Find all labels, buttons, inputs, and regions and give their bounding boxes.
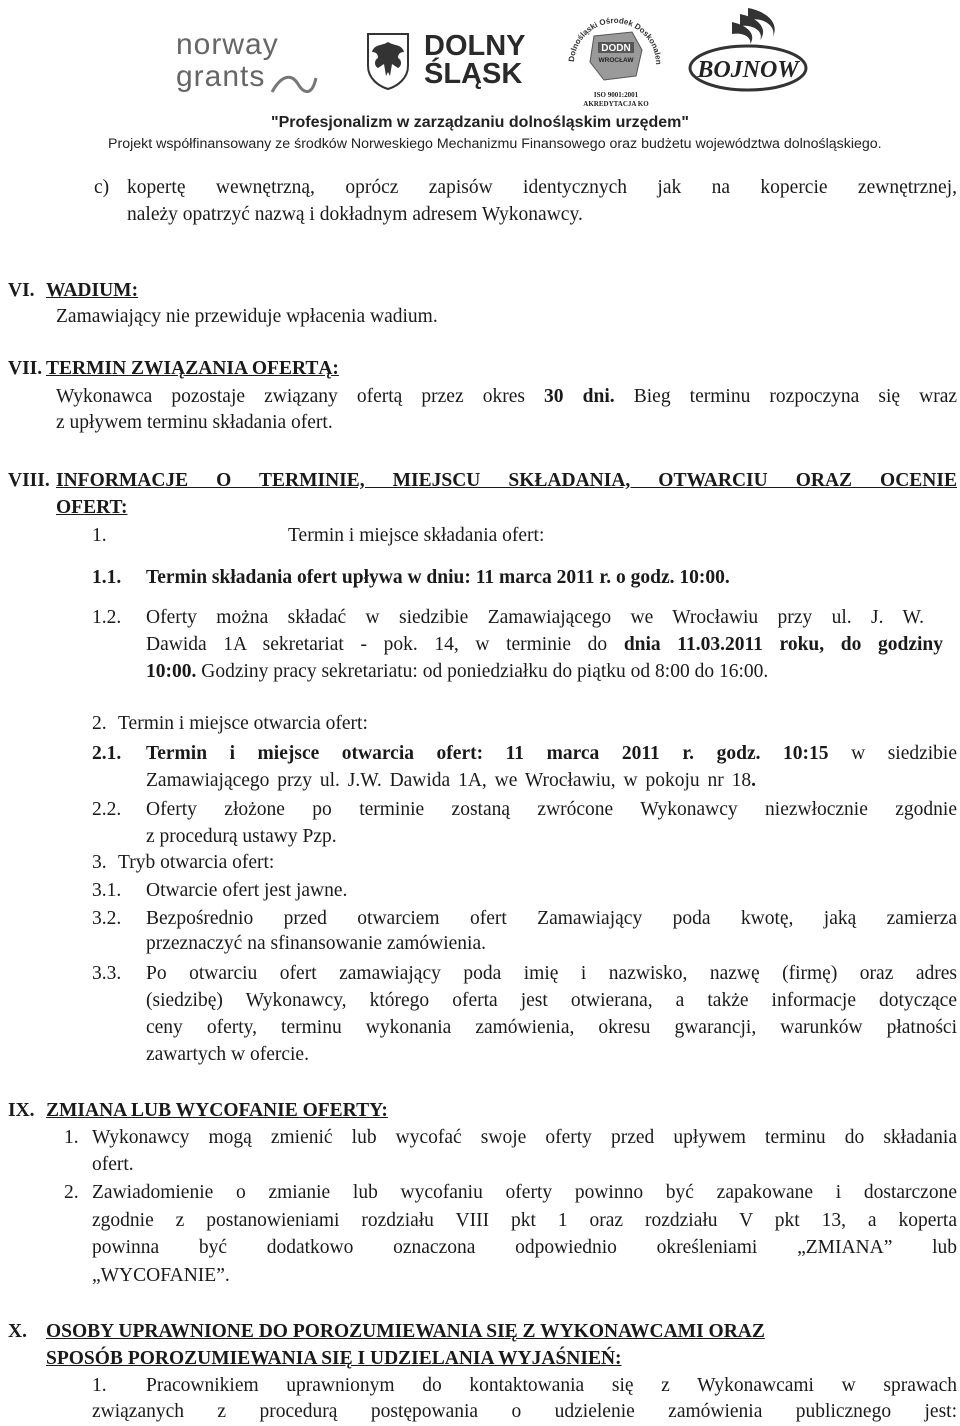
- ix-item-number-1: 1.: [64, 1127, 79, 1148]
- c-line-1: kopertę wewnętrzną, oprócz zapisów identycznych jak na kopercie zewnętrznej,: [127, 177, 957, 198]
- dodn-arc-text: Dolnośląski Ośrodek Doskonalen: [566, 15, 664, 65]
- item-number-2-2: 2.2.: [92, 799, 122, 820]
- dodn-logo: [560, 6, 670, 110]
- dolny-slask-logo: [424, 30, 534, 90]
- section-title-x-line-2: SPOSÓB POROZUMIEWANIA SIĘ I UDZIELANIA WYJAŚNIEŃ:: [46, 1348, 622, 1369]
- dodn-city: WROCŁAW: [598, 57, 634, 64]
- item-number-1-1: 1.1.: [92, 567, 122, 588]
- section-vi-text: Zamawiający nie przewiduje wpłacenia wadium.: [56, 306, 438, 327]
- ix-item-2-line-1: Zawiadomienie o zmianie lub wycofaniu oferty powinno być zapakowane i dostarczone: [92, 1182, 957, 1203]
- project-subtitle: Projekt współfinansowany ze środków Norweskiego Mechanizmu Finansowego oraz budżetu województwa dolnośląskiego.: [108, 136, 882, 152]
- ix-item-2-line-2: zgodnie z postanowieniami rozdziału VIII pkt 1 oraz rozdziału V pkt 13, a koperta: [92, 1210, 957, 1231]
- item-2-2-line-2: z procedurą ustawy Pzp.: [146, 826, 337, 847]
- section-title-vii: TERMIN ZWIĄZANIA OFERTĄ:: [46, 358, 339, 379]
- item-number-2: 2.: [92, 713, 107, 734]
- item-number-1-2: 1.2.: [92, 607, 122, 628]
- ix-item-2-line-3: powinna być dodatkowo oznaczona odpowiednio określeniami „ZMIANA” lub: [92, 1237, 957, 1258]
- item-2-text: Termin i miejsce otwarcia ofert:: [118, 713, 368, 734]
- item-1-2-line-3: 10:00. Godziny pracy sekretariatu: od poniedziałku do piątku od 8:00 do 16:00.: [146, 661, 769, 682]
- norway-grants-line2: grants: [176, 60, 266, 93]
- item-3-3-line-4: zawartych w ofercie.: [146, 1044, 309, 1065]
- c-line-2: należy opatrzyć nazwą i dokładnym adresem Wykonawcy.: [127, 204, 583, 225]
- section-title-x-line-1: OSOBY UPRAWNIONE DO POROZUMIEWANIA SIĘ Z WYKONAWCAMI ORAZ: [46, 1321, 765, 1342]
- section-vii-line-2: z upływem terminu składania ofert.: [56, 412, 333, 433]
- bojnow-logo: [684, 4, 814, 104]
- item-number-3-2: 3.2.: [92, 908, 122, 929]
- item-2-1-line-2: Zamawiającego przy ul. J.W. Dawida 1A, we Wrocławiu, w pokoju nr 18.: [146, 770, 757, 791]
- ix-item-1-line-1: Wykonawcy mogą zmienić lub wycofać swoje oferty przed upływem terminu do składania: [92, 1127, 957, 1148]
- bojnow-wordmark: BOJNOW: [697, 57, 799, 83]
- section-number-vii: VII.: [8, 358, 43, 379]
- section-title-ix: ZMIANA LUB WYCOFANIE OFERTY:: [46, 1100, 388, 1121]
- item-3-2-line-2: przeznaczyć na sfinansowanie zamówienia.: [146, 933, 486, 954]
- section-number-ix: IX.: [8, 1100, 35, 1121]
- item-2-2-line-1: Oferty złożone po terminie zostaną zwrócone Wykonawcy niezwłocznie zgodnie: [146, 799, 957, 820]
- dodn-iso: ISO 9001:2001: [593, 91, 639, 99]
- item-2-1-line-1: Termin i miejsce otwarcia ofert: 11 marca 2011 r. godz. 10:15 w siedzibie: [146, 743, 957, 764]
- item-number-2-1: 2.1.: [92, 743, 122, 764]
- list-marker-c: c): [94, 177, 110, 198]
- dodn-acronym: DODN: [601, 43, 631, 54]
- item-3-3-line-1: Po otwarciu ofert zamawiający poda imię i nazwisko, nazwę (firmę) oraz adres: [146, 963, 957, 984]
- section-title-viii-line-1: INFORMACJE O TERMINIE, MIEJSCU SKŁADANIA, OTWARCIU ORAZ OCENIE: [56, 470, 957, 491]
- swirl-icon: [268, 70, 318, 100]
- norway-grants-logo: [176, 28, 326, 98]
- section-title-viii-line-2: OFERT:: [56, 497, 128, 518]
- item-number-3-3: 3.3.: [92, 963, 122, 984]
- page-header: [0, 0, 960, 160]
- x-item-1-line-1: Pracownikiem uprawnionym do kontaktowania się z Wykonawcami w sprawach: [146, 1375, 957, 1396]
- item-number-3: 3.: [92, 852, 107, 873]
- eagle-crest-icon: [364, 32, 412, 90]
- dodn-accreditation: AKREDYTACJA KO: [583, 100, 649, 108]
- section-number-vi: VI.: [8, 280, 35, 301]
- item-3-text: Tryb otwarcia ofert:: [118, 852, 275, 873]
- x-item-number-1: 1.: [92, 1375, 107, 1396]
- project-title: "Profesjonalizm w zarządzaniu dolnośląskim urzędem": [271, 114, 689, 131]
- dolny-slask-line2: ŚLĄSK: [424, 58, 523, 90]
- item-1-2-line-2: Dawida 1A sekretariat - pok. 14, w terminie do dnia 11.03.2011 roku, do godziny: [146, 634, 944, 655]
- item-3-3-line-2: (siedzibę) Wykonawcy, którego oferta jest otwierana, a także informacje dotyczące: [146, 990, 957, 1011]
- ix-item-number-2: 2.: [64, 1182, 79, 1203]
- x-item-1-line-2: związanych z procedurą postępowania o udzielenie zamówienia publicznego jest:: [92, 1401, 957, 1422]
- section-title-vi: WADIUM:: [46, 280, 139, 301]
- item-number-1: 1.: [92, 525, 107, 546]
- ix-item-2-line-4: „WYCOFANIE”.: [92, 1265, 230, 1286]
- ix-item-1-line-2: ofert.: [92, 1154, 134, 1175]
- item-number-3-1: 3.1.: [92, 880, 122, 901]
- item-3-2-line-1: Bezpośrednio przed otwarciem ofert Zamawiający poda kwotę, jaką zamierza: [146, 908, 957, 929]
- item-3-1-text: Otwarcie ofert jest jawne.: [146, 880, 348, 901]
- section-number-viii: VIII.: [8, 470, 50, 491]
- dolny-slask-line1: DOLNY: [424, 30, 526, 62]
- section-number-x: X.: [8, 1321, 27, 1342]
- item-3-3-line-3: ceny oferty, terminu wykonania zamówienia, okresu gwarancji, warunków płatności: [146, 1017, 957, 1038]
- item-1-2-line-1: Oferty można składać w siedzibie Zamawiającego we Wrocławiu przy ul. J. W.: [146, 607, 924, 628]
- norway-grants-line1: norway: [176, 28, 279, 61]
- item-1-1-text: Termin składania ofert upływa w dniu: 11 marca 2011 r. o godz. 10:00.: [146, 567, 730, 588]
- section-vii-line-1: Wykonawca pozostaje związany ofertą przez okres 30 dni. Bieg terminu rozpoczyna się wraz: [56, 386, 958, 407]
- item-1-text: Termin i miejsce składania ofert:: [288, 525, 545, 546]
